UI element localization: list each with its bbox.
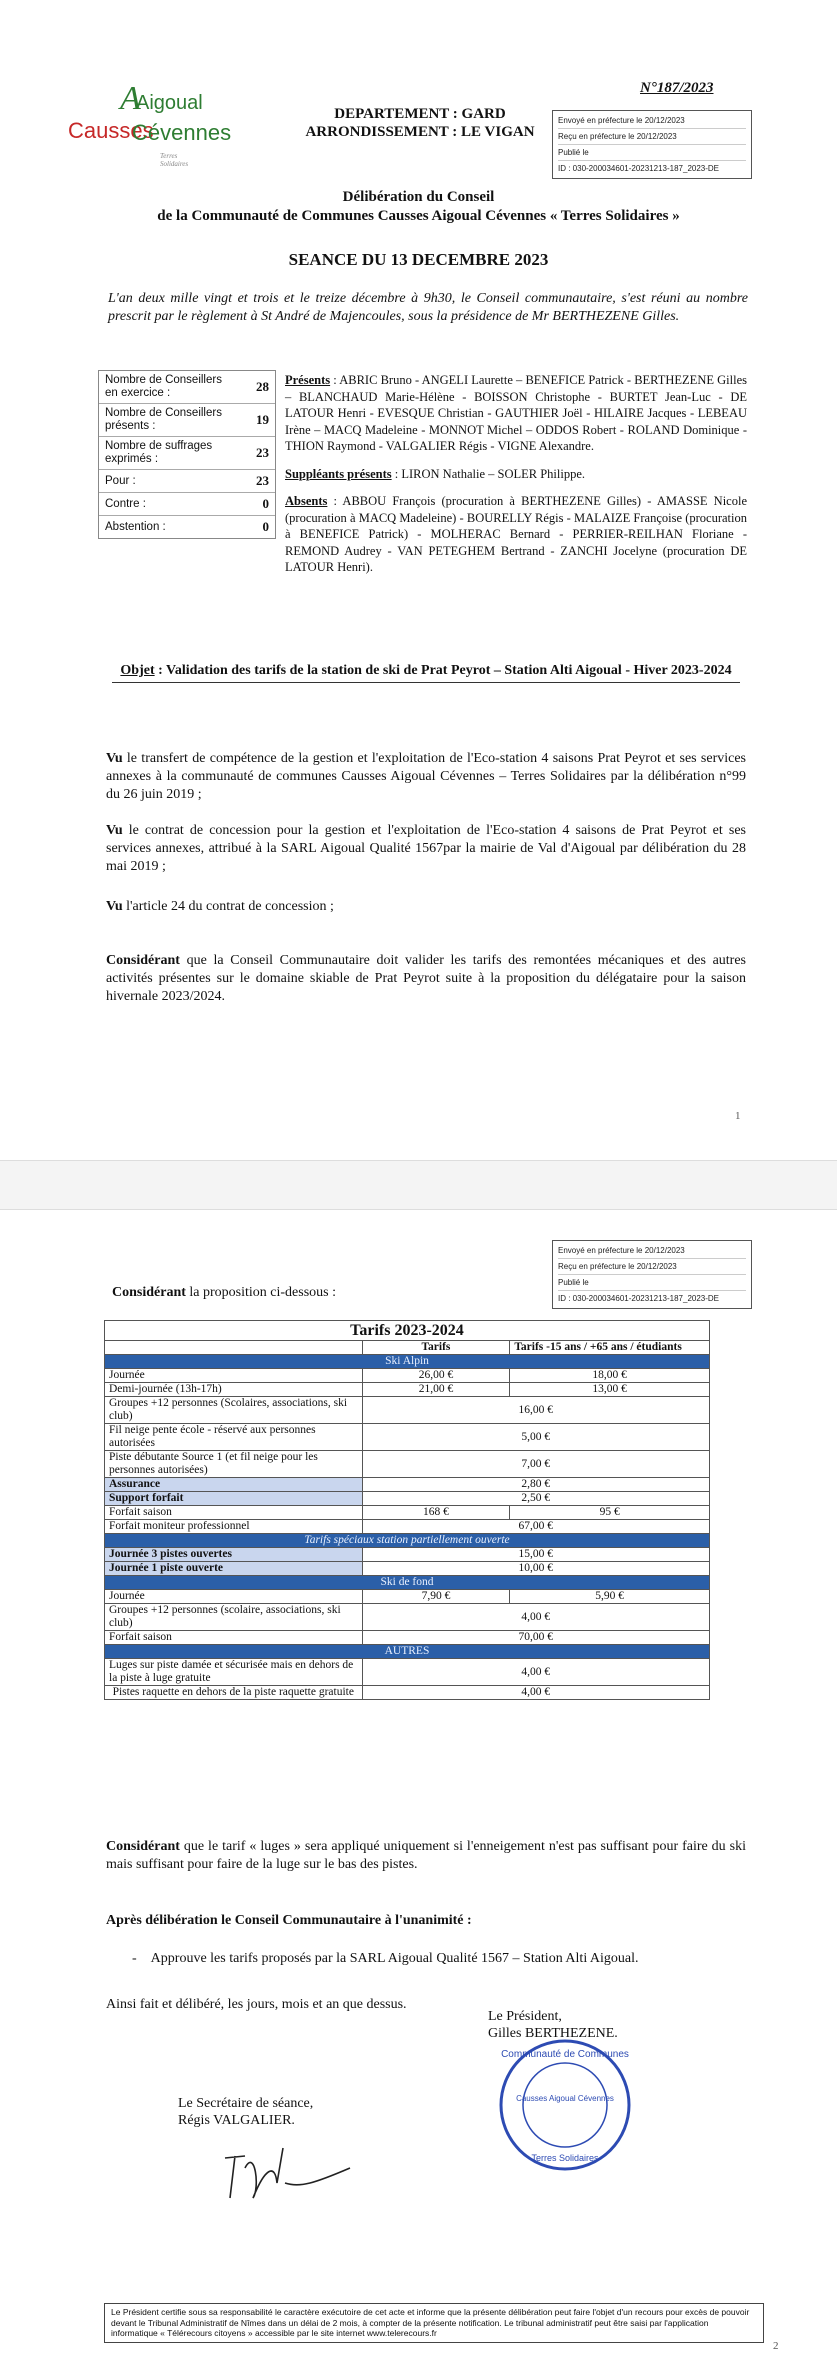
absents-list: : ABBOU François (procuration à BERTHEZENE Gilles) - AMASSE Nicole (procuration à MACQ Madeleine) - BOURELLY Régis - MALAIZE Françoise (procuration à BENEFICE Patrick) - MOLHERAC Bernard - PERRIER-REILHAN Floriane - REMOND Audrey - VAN PETEGHEM Bertrand - ZANCHI Jocelyne (procuration DE LATOUR Henri). xyxy=(285,494,747,574)
logo-tagline: Terres Solidaires xyxy=(160,152,189,168)
session-title: SEANCE DU 13 DECEMBRE 2023 xyxy=(288,250,549,269)
row-price: 5,00 € xyxy=(362,1424,709,1451)
deliberation-title xyxy=(0,188,837,226)
row-price: 67,00 € xyxy=(362,1520,709,1534)
logo-causses: Causses xyxy=(68,118,154,143)
row-label: Forfait moniteur professionnel xyxy=(105,1520,363,1534)
attendance-block xyxy=(285,372,747,587)
section-row xyxy=(105,1576,710,1590)
closing-line: Ainsi fait et délibéré, les jours, mois et an que dessus. xyxy=(106,1997,407,2012)
subject-line xyxy=(112,662,740,683)
section-row xyxy=(105,1355,710,1369)
legal-footer-note: Le Président certifie sous sa responsabilité le caractère exécutoire de cet acte et informe que la présente délibération peut faire l'objet d'un recours pour excès de pouvoir devant le Tribunal Administratif de Nîmes dans un délai de 2 mois, à compter de la présente notification. Le tribunal administratif peut être saisi par l'application informatique « Télérecours citoyens » accessible par le site internet www.telerecours.fr xyxy=(104,2303,764,2343)
section-autres: AUTRES xyxy=(105,1645,710,1659)
arrondissement: ARRONDISSEMENT : LE VIGAN xyxy=(305,124,535,140)
decision-heading: Après délibération le Conseil Communautaire à l'unanimité : xyxy=(106,1913,472,1928)
row-label: Forfait saison xyxy=(105,1631,363,1645)
presents-paragraph xyxy=(285,372,747,455)
subject-text: : Validation des tarifs de la station de ski de Prat Peyrot – Station Alti Aigoual - Hiver 2023-2024 xyxy=(154,663,732,678)
vu-label: Vu xyxy=(106,899,123,914)
table-row xyxy=(105,1383,710,1397)
absents-paragraph xyxy=(285,493,747,576)
row-price: 2,80 € xyxy=(362,1478,709,1492)
row-price: 10,00 € xyxy=(362,1562,709,1576)
row-label: Journée xyxy=(105,1590,363,1604)
subject-label: Objet xyxy=(120,663,155,678)
vu-text: l'article 24 du contrat de concession ; xyxy=(122,899,334,914)
section-row xyxy=(105,1645,710,1659)
section-special-label: Tarifs spéciaux station partiellement ouverte xyxy=(304,1534,510,1546)
row-label: Piste débutante Source 1 (et fil neige pour les personnes autorisées) xyxy=(105,1451,363,1478)
presents-label: Présents xyxy=(285,373,331,387)
decision-text: Approuve les tarifs proposés par la SARL Aigoual Qualité 1567 – Station Alti Aigoual. xyxy=(150,1951,639,1966)
count-label: Nombre de Conseillers présents : xyxy=(105,407,222,432)
vu-paragraph-1 xyxy=(106,750,746,804)
stamp-received: Reçu en préfecture le 20/12/2023 xyxy=(558,1259,746,1275)
suppleants-label: Suppléants présents xyxy=(285,466,392,481)
row-tarif: 168 € xyxy=(362,1506,510,1520)
section-special xyxy=(105,1534,710,1548)
row-label: Journée xyxy=(105,1369,363,1383)
row-reduced: 95 € xyxy=(510,1506,710,1520)
row-label: Luges sur piste damée et sécurisée mais en dehors de la piste à luge gratuite xyxy=(105,1659,363,1686)
row-price: 15,00 € xyxy=(362,1548,709,1562)
page-number: 1 xyxy=(735,1110,741,1122)
row-label: Groupes +12 personnes (scolaire, associations, ski club) xyxy=(105,1604,363,1631)
official-seal xyxy=(495,2035,635,2175)
suppleants-paragraph xyxy=(285,466,747,483)
president-name: Gilles BERTHEZENE. xyxy=(488,2026,618,2041)
row-label: Support forfait xyxy=(105,1492,363,1506)
count-value: 23 xyxy=(256,473,269,488)
considerant-label: Considérant xyxy=(106,953,180,968)
stamp-published: Publié le xyxy=(558,1275,746,1291)
stamp-published: Publié le xyxy=(558,145,746,161)
president-title: Le Président, xyxy=(488,2009,562,2024)
table-row xyxy=(105,1659,710,1686)
delib-title-line1: Délibération du Conseil xyxy=(342,189,495,205)
logo-cevennes: Cévennes xyxy=(132,120,232,145)
department: DEPARTEMENT : GARD xyxy=(334,106,506,122)
table-row xyxy=(105,1424,710,1451)
considerant-text: la proposition ci-dessous : xyxy=(185,1285,337,1300)
header-tarifs: Tarifs xyxy=(362,1341,510,1355)
count-value: 0 xyxy=(262,496,269,511)
seal-bottom-text: Terres Solidaires xyxy=(531,2153,599,2163)
logo-a-glyph: A xyxy=(120,80,141,117)
prefecture-stamp xyxy=(552,110,752,179)
count-row xyxy=(99,437,275,470)
vu-paragraph-3 xyxy=(106,898,746,916)
suppleants-list: : LIRON Nathalie – SOLER Philippe. xyxy=(391,466,586,481)
deliberation-number: N°187/2023 xyxy=(640,80,714,96)
vu-text: le contrat de concession pour la gestion et l'exploitation de l'Eco-station 4 saisons de Prat Peyrot et ses services annexes, attribué à la SARL Aigoual Qualité 1567par la mairie de Val d'Aigoual par délibération du 28 mai 2019 ; xyxy=(106,823,746,874)
count-value: 28 xyxy=(256,379,269,394)
considerant-label: Considérant xyxy=(106,1839,180,1854)
row-reduced: 13,00 € xyxy=(510,1383,710,1397)
seal-outer-text: Communauté de Communes xyxy=(501,2049,629,2060)
vu-label: Vu xyxy=(106,751,123,766)
vu-label: Vu xyxy=(106,823,123,838)
row-label: Demi-journée (13h-17h) xyxy=(105,1383,363,1397)
count-value: 23 xyxy=(256,445,269,460)
table-row xyxy=(105,1520,710,1534)
row-label: Forfait saison xyxy=(105,1506,363,1520)
row-label: Pistes raquette en dehors de la piste raquette gratuite xyxy=(105,1686,363,1700)
table-row xyxy=(105,1478,710,1492)
count-label: Nombre de Conseillers en exercice : xyxy=(105,374,222,399)
secretary-name: Régis VALGALIER. xyxy=(178,2113,295,2128)
department-block xyxy=(290,105,550,141)
row-tarif: 7,90 € xyxy=(362,1590,510,1604)
stamp-sent: Envoyé en préfecture le 20/12/2023 xyxy=(558,113,746,129)
row-tarif: 21,00 € xyxy=(362,1383,510,1397)
considerant-text: que la Conseil Communautaire doit valider les tarifs des remontées mécaniques et des autres activités présentes sur le domaine skiable de Prat Peyrot suite à la proposition du délégataire pour la saison hivernale 2023/2024. xyxy=(106,953,746,1004)
considerant-paragraph-2 xyxy=(106,1838,746,1874)
row-label: Journée 1 piste ouverte xyxy=(105,1562,363,1576)
presents-list: : ABRIC Bruno - ANGELI Laurette – BENEFICE Patrick - BERTHEZENE Gilles – BLANCHAUD Marie-Hélène - BOISSON Christophe - BURTET Jean-Luc - DE LATOUR Henri - EVESQUE Christian - GAUTHIER Joël - HILAIRE Jacques - LEBEAU Irène – MACQ Madeleine - MONNOT Michel – ODDOS Robert - ROLAND Dominique - THION Raymond - VALGALIER Régis - VIGNE Alexandre. xyxy=(285,373,747,453)
considerant-text: que le tarif « luges » sera appliqué uniquement si l'enneigement n'est pas suffisant pour faire du ski mais suffisant pour faire de la luge sur le bas des pistes. xyxy=(106,1839,746,1872)
vu-text: le transfert de compétence de la gestion et l'exploitation de l'Eco-station 4 saisons Prat Peyrot et ses services annexes à la communauté de communes Causses Aigoual Cévennes – Terres Solidaires par la délibération n°99 du 26 juin 2019 ; xyxy=(106,751,746,802)
table-row xyxy=(105,1604,710,1631)
row-price: 4,00 € xyxy=(362,1604,709,1631)
row-tarif: 26,00 € xyxy=(362,1369,510,1383)
considerant-label: Considérant xyxy=(112,1285,186,1300)
section-ski-fond: Ski de fond xyxy=(105,1576,710,1590)
row-reduced: 18,00 € xyxy=(510,1369,710,1383)
row-price: 4,00 € xyxy=(362,1659,709,1686)
table-title-row xyxy=(105,1321,710,1341)
row-price: 7,00 € xyxy=(362,1451,709,1478)
count-value: 19 xyxy=(256,412,269,427)
stamp-id: ID : 030-200034601-20231213-187_2023-DE xyxy=(558,1294,720,1303)
table-row xyxy=(105,1548,710,1562)
row-label: Groupes +12 personnes (Scolaires, associations, ski club) xyxy=(105,1397,363,1424)
table-row xyxy=(105,1397,710,1424)
header-reduced: Tarifs -15 ans / +65 ans / étudiants xyxy=(510,1341,710,1355)
table-row xyxy=(105,1631,710,1645)
stamp-received: Reçu en préfecture le 20/12/2023 xyxy=(558,129,746,145)
row-price: 16,00 € xyxy=(362,1397,709,1424)
count-label: Pour : xyxy=(105,474,136,487)
table-row xyxy=(105,1506,710,1520)
count-row xyxy=(99,404,275,437)
table-title: Tarifs 2023-2024 xyxy=(105,1321,710,1341)
table-row xyxy=(105,1562,710,1576)
count-label: Contre : xyxy=(105,497,146,510)
row-price: 70,00 € xyxy=(362,1631,709,1645)
page-divider xyxy=(0,1160,837,1210)
table-header-empty xyxy=(105,1341,363,1355)
delib-title-line2: de la Communauté de Communes Causses Aigoual Cévennes « Terres Solidaires » xyxy=(157,208,680,224)
count-row xyxy=(99,470,275,493)
tariff-table xyxy=(104,1320,710,1700)
stamp-sent: Envoyé en préfecture le 20/12/2023 xyxy=(558,1243,746,1259)
logo-aigoual: Aigoual xyxy=(136,92,203,114)
table-row xyxy=(105,1686,710,1700)
row-price: 2,50 € xyxy=(362,1492,709,1506)
secretary-signature-block xyxy=(178,2095,313,2129)
table-header-row xyxy=(105,1341,710,1355)
count-label: Nombre de suffrages exprimés : xyxy=(105,440,213,465)
decision-item: - Approuve les tarifs proposés par la SARL Aigoual Qualité 1567 – Station Alti Aigoual. xyxy=(132,1951,639,1966)
count-row xyxy=(99,493,275,516)
vu-paragraph-2 xyxy=(106,822,746,876)
handwritten-signature xyxy=(205,2128,365,2208)
section-row xyxy=(105,1534,710,1548)
row-reduced: 5,90 € xyxy=(510,1590,710,1604)
table-row xyxy=(105,1590,710,1604)
intro-paragraph: L'an deux mille vingt et trois et le treize décembre à 9h30, le Conseil communautaire, s'est réuni au nombre prescrit par le règlement à St André de Majencoules, sous la présidence de Mr BERTHEZENE Gilles. xyxy=(108,291,748,324)
logo xyxy=(68,70,232,180)
section-ski-alpin: Ski Alpin xyxy=(105,1355,710,1369)
count-row xyxy=(99,516,275,538)
row-label: Assurance xyxy=(105,1478,363,1492)
considerant-proposal xyxy=(112,1284,752,1302)
count-row xyxy=(99,371,275,404)
absents-label: Absents xyxy=(285,494,328,508)
count-label: Abstention : xyxy=(105,520,166,533)
seal-inner-text: Causses Aigoual Cévennes xyxy=(516,2094,614,2103)
table-row xyxy=(105,1369,710,1383)
table-row xyxy=(105,1492,710,1506)
table-row xyxy=(105,1451,710,1478)
row-label: Fil neige pente école - réservé aux personnes autorisées xyxy=(105,1424,363,1451)
vote-counts-box xyxy=(98,370,276,539)
considerant-paragraph-1 xyxy=(106,952,746,1006)
secretary-title: Le Secrétaire de séance, xyxy=(178,2096,314,2111)
count-value: 0 xyxy=(262,519,269,534)
row-label: Journée 3 pistes ouvertes xyxy=(105,1548,363,1562)
row-price: 4,00 € xyxy=(362,1686,709,1700)
page-number: 2 xyxy=(773,2340,779,2352)
stamp-id: ID : 030-200034601-20231213-187_2023-DE xyxy=(558,164,720,173)
